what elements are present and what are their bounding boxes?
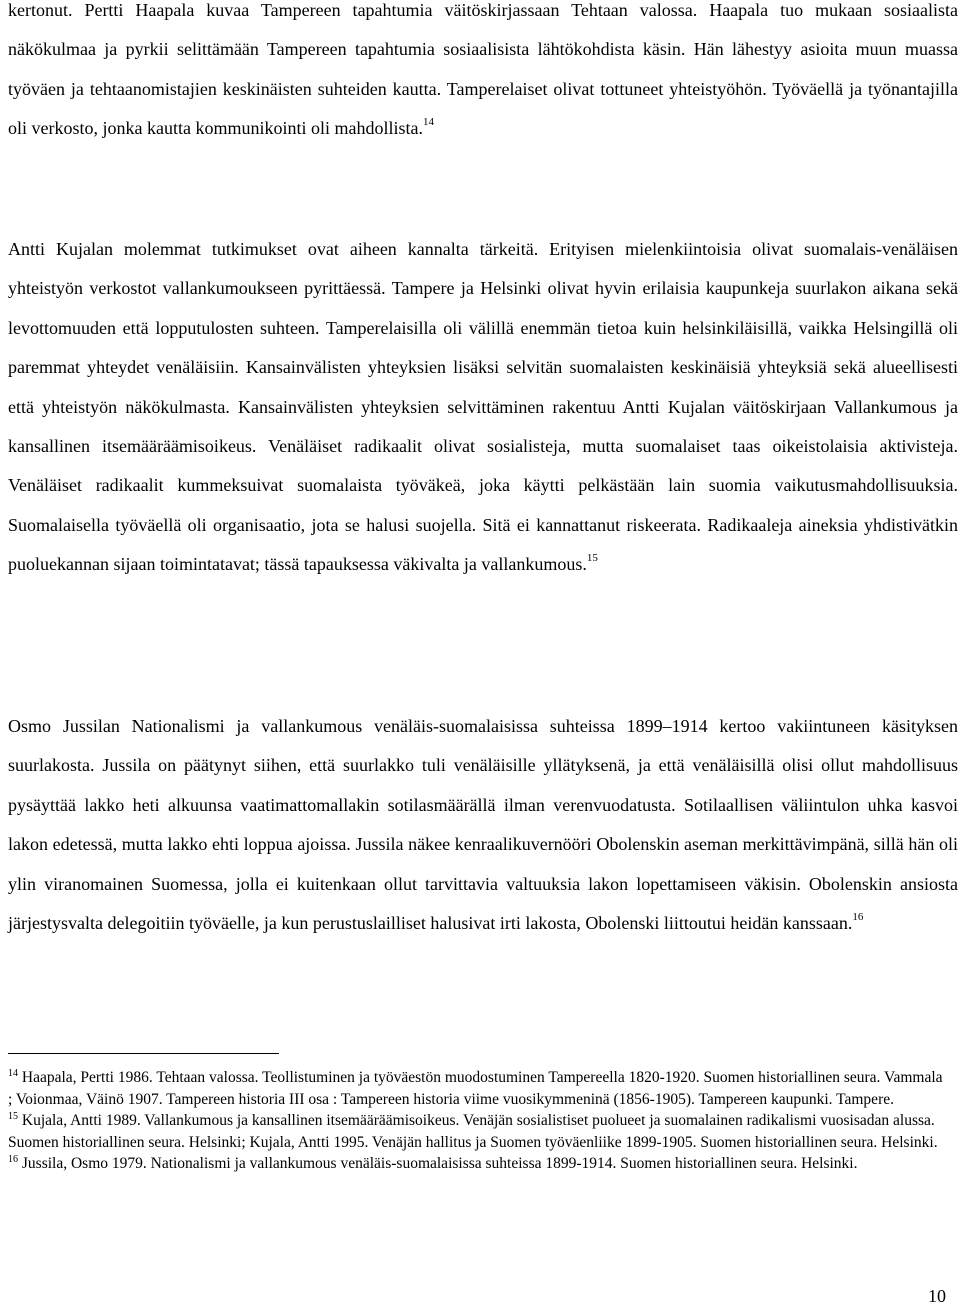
footnote-text: Jussila, Osmo 1979. Nationalismi ja vallankumous venäläis-suomalaisissa suhteissa 1899-1914. Suomen historiallinen seura. Helsinki.	[21, 1155, 858, 1173]
footnote-ref: 15	[586, 552, 598, 565]
footnote-ref: 16	[852, 911, 864, 924]
paragraph-text: Osmo Jussilan Nationalismi ja vallankumous venäläis-suomalaisissa suhteissa 1899–1914 kertoo vakiintuneen käsityksen suurlakosta. Jussila on päätynyt siihen, että suurlakko tuli venäläisille yllätyksenä, ja että venäläisillä olisi ollut mahdollisuus pysäyttää lakko heti alkuunsa vaatimattomallakin sotilasmäärällä ilman verenvuodatusta. Sotilaallisen väliintulon uhka kasvoi lakon edetessä, mutta lakko ehti loppua ajoissa. Jussila näkee kenraalikuvernööri Obolenskin aseman merkittävimpänä, sillä hän oli ylin viranomainen Suomessa, jolla ei kuitenkaan ollut tarvittavia valtuuksia lakon lopettamiseen väkisin. Obolenskin ansiosta järjestysvalta delegoitiin työväelle, ja kun perustuslailliset halusivat irti lakosta, Obolenski liittoutui heidän kanssaan.	[8, 716, 958, 934]
paragraph-kujala	[8, 230, 958, 585]
footnotes	[8, 1067, 948, 1175]
footnote-divider	[8, 1053, 279, 1054]
footnote-15	[8, 1110, 948, 1153]
paragraph-haapala	[8, 0, 958, 149]
footnote-number: 14	[8, 1068, 18, 1079]
footnote-text: Haapala, Pertti 1986. Tehtaan valossa. Teollistuminen ja työväestön muodostuminen Tampereella 1820-1920. Suomen historiallinen seura. Vammala ; Voionmaa, Väinö 1907. Tampereen historia III osa : Tampereen historia viime vuosikymmeninä (1856-1905). Tampereen kaupunki. Tampere.	[8, 1069, 943, 1108]
paragraph-text: kertonut. Pertti Haapala kuvaa Tampereen tapahtumia väitöskirjassaan Tehtaan valossa. Haapala tuo mukaan sosiaalista näkökulmaa ja pyrkii selittämään Tampereen tapahtumia sosiaalisista lähtökohdista käsin. Hän lähestyy asioita muun muassa työväen ja tehtaanomistajien keskinäisten suhteiden kautta. Tamperelaiset olivat tottuneet yhteistyöhön. Työväellä ja työnantajilla oli verkosto, jonka kautta kommunikointi oli mahdollista.	[8, 0, 958, 139]
paragraph-text: Antti Kujalan molemmat tutkimukset ovat aiheen kannalta tärkeitä. Erityisen mielenkiintoisia olivat suomalais-venäläisen yhteistyön verkostot vallankumoukseen pyrittäessä. Tampere ja Helsinki olivat hyvin erilaisia kaupunkeja suurlakon aikana sekä levottomuuden että lopputulosten suhteen. Tamperelaisilla oli välillä enemmän tietoa kuin helsinkiläisillä, vaikka Helsingillä oli paremmat yhteydet venäläisiin. Kansainvälisten yhteyksien lisäksi selvitän suomalaisten keskinäisiä yhteyksiä sekä alueellisesti että yhteistyön näkökulmasta. Kansainvälisten yhteyksien selvittäminen rakentuu Antti Kujalan väitöskirjaan Vallankumous ja kansallinen itsemääräämisoikeus. Venäläiset radikaalit olivat sosialisteja, mutta suomalaiset taas oikeistolaisia aktivisteja. Venäläiset radikaalit kummeksuivat suomalaista työväkeä, joka käytti pelkästään lain suomia vaikutusmahdollisuuksia. Suomalaisella työväellä oli organisaatio, jota se halusi suojella. Sitä ei kannattanut riskeerata. Radikaaleja aineksia yhdistivätkin puoluekannan sijaan toimintatavat; tässä tapauksessa väkivalta ja vallankumous.	[8, 239, 958, 575]
footnote-14	[8, 1067, 948, 1110]
footnote-text: Kujala, Antti 1989. Vallankumous ja kansallinen itsemääräämisoikeus. Venäjän sosialistiset puolueet ja suomalainen radikalismi vuosisadan alussa. Suomen historiallinen seura. Helsinki; Kujala, Antti 1995. Venäjän hallitus ja Suomen työväenliike 1899-1905. Suomen historiallinen seura. Helsinki.	[8, 1112, 938, 1151]
footnote-ref: 14	[422, 116, 434, 129]
paragraph-jussila	[8, 707, 958, 943]
footnote-number: 16	[8, 1154, 18, 1166]
footnote-16	[8, 1153, 948, 1175]
footnote-number: 15	[8, 1111, 18, 1123]
page-number: 10	[928, 1286, 946, 1306]
